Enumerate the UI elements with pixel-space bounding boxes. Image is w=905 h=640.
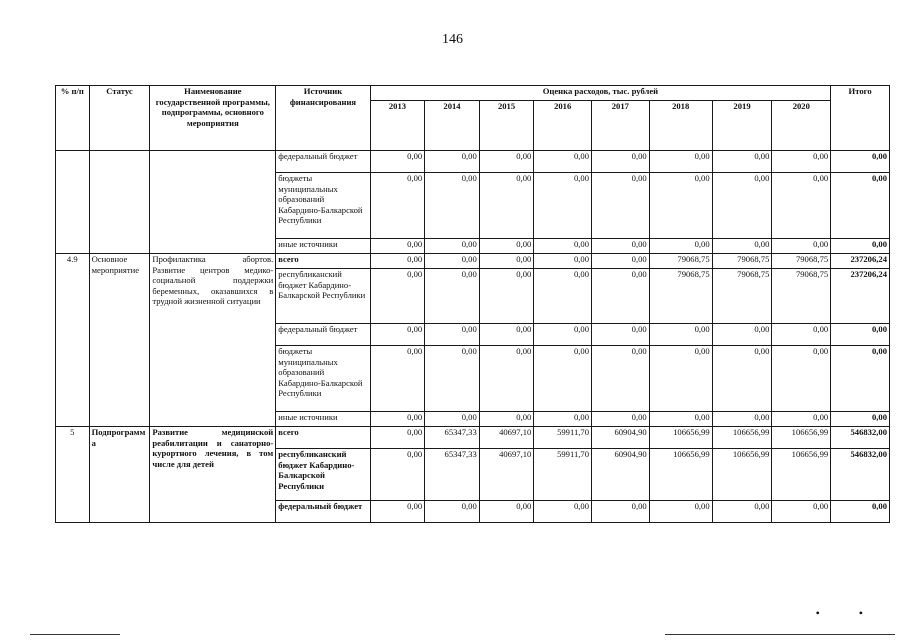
row-year-value: 0,00 xyxy=(370,151,425,173)
row-year-value: 0,00 xyxy=(534,173,592,239)
row-year-value: 0,00 xyxy=(425,269,480,324)
row-source: федеральный бюджет xyxy=(276,501,370,523)
row-year-value: 0,00 xyxy=(592,269,650,324)
row-total: 0,00 xyxy=(831,346,890,412)
row-year-value: 0,00 xyxy=(592,324,650,346)
table-body xyxy=(56,86,890,523)
row-year-value: 0,00 xyxy=(370,239,425,254)
row-year-value: 0,00 xyxy=(479,501,534,523)
row-number xyxy=(56,151,90,254)
row-year-value: 0,00 xyxy=(772,346,831,412)
row-source: всего xyxy=(276,254,370,269)
row-total: 0,00 xyxy=(831,151,890,173)
row-year-value: 79068,75 xyxy=(649,254,712,269)
row-year-value: 0,00 xyxy=(592,501,650,523)
row-total: 546832,00 xyxy=(831,427,890,449)
row-year-value: 0,00 xyxy=(479,412,534,427)
row-year-value: 0,00 xyxy=(370,173,425,239)
row-year-value: 79068,75 xyxy=(712,269,772,324)
row-total: 546832,00 xyxy=(831,449,890,501)
header-year: 2017 xyxy=(592,101,650,151)
row-year-value: 0,00 xyxy=(649,173,712,239)
row-year-value: 0,00 xyxy=(370,449,425,501)
row-year-value: 0,00 xyxy=(772,173,831,239)
row-status: Подпрограмма xyxy=(89,427,150,523)
header-year: 2013 xyxy=(370,101,425,151)
row-source: иные источники xyxy=(276,412,370,427)
row-year-value: 0,00 xyxy=(534,346,592,412)
row-total: 237206,24 xyxy=(831,269,890,324)
row-year-value: 0,00 xyxy=(712,324,772,346)
row-year-value: 106656,99 xyxy=(649,427,712,449)
header-source: Источник финансирования xyxy=(276,86,370,151)
row-year-value: 0,00 xyxy=(479,269,534,324)
table-row xyxy=(56,254,890,269)
row-year-value: 0,00 xyxy=(772,412,831,427)
row-year-value: 0,00 xyxy=(370,412,425,427)
row-year-value: 0,00 xyxy=(425,254,480,269)
table-row xyxy=(56,151,890,173)
row-year-value: 0,00 xyxy=(425,412,480,427)
row-year-value: 0,00 xyxy=(592,173,650,239)
row-year-value: 106656,99 xyxy=(712,427,772,449)
row-source: республиканский бюджет Кабардино-Балкарской Республики xyxy=(276,449,370,501)
row-year-value: 79068,75 xyxy=(649,269,712,324)
row-total: 0,00 xyxy=(831,501,890,523)
row-year-value: 0,00 xyxy=(425,151,480,173)
row-status: Основное мероприятие xyxy=(89,254,150,427)
header-total: Итого xyxy=(831,86,890,151)
row-year-value: 59911,70 xyxy=(534,449,592,501)
row-number: 4.9 xyxy=(56,254,90,427)
row-year-value: 0,00 xyxy=(772,501,831,523)
header-year: 2020 xyxy=(772,101,831,151)
row-year-value: 0,00 xyxy=(712,501,772,523)
row-total: 0,00 xyxy=(831,412,890,427)
row-year-value: 0,00 xyxy=(479,151,534,173)
header-status: Статус xyxy=(89,86,150,151)
row-year-value: 0,00 xyxy=(370,269,425,324)
row-year-value: 0,00 xyxy=(712,239,772,254)
row-program-name xyxy=(150,151,276,254)
row-source: федеральный бюджет xyxy=(276,324,370,346)
row-source: федеральный бюджет xyxy=(276,151,370,173)
row-year-value: 0,00 xyxy=(649,501,712,523)
row-year-value: 0,00 xyxy=(534,269,592,324)
row-year-value: 40697,10 xyxy=(479,449,534,501)
row-year-value: 79068,75 xyxy=(772,269,831,324)
row-year-value: 0,00 xyxy=(479,173,534,239)
row-year-value: 0,00 xyxy=(425,346,480,412)
row-year-value: 79068,75 xyxy=(772,254,831,269)
header-year: 2015 xyxy=(479,101,534,151)
row-year-value: 0,00 xyxy=(712,412,772,427)
row-year-value: 0,00 xyxy=(592,151,650,173)
row-source: иные источники xyxy=(276,239,370,254)
row-year-value: 0,00 xyxy=(370,427,425,449)
row-source: всего xyxy=(276,427,370,449)
row-source: бюджеты муниципальных образований Кабардино-Балкарской Республики xyxy=(276,346,370,412)
row-year-value: 0,00 xyxy=(712,173,772,239)
row-year-value: 0,00 xyxy=(370,501,425,523)
row-year-value: 0,00 xyxy=(425,239,480,254)
row-year-value: 40697,10 xyxy=(479,427,534,449)
row-year-value: 0,00 xyxy=(534,254,592,269)
header-estimate: Оценка расходов, тыс. рублей xyxy=(370,86,831,101)
row-year-value: 0,00 xyxy=(425,501,480,523)
row-year-value: 0,00 xyxy=(425,324,480,346)
header-year: 2018 xyxy=(649,101,712,151)
row-year-value: 106656,99 xyxy=(772,427,831,449)
row-year-value: 0,00 xyxy=(592,412,650,427)
row-year-value: 0,00 xyxy=(534,501,592,523)
row-program-name: Развитие медицинской реабилитации и санаторно-курортного лечения, в том числе для детей xyxy=(150,427,276,523)
row-total: 0,00 xyxy=(831,324,890,346)
corner-marks: • • xyxy=(815,606,881,620)
row-year-value: 79068,75 xyxy=(712,254,772,269)
budget-table xyxy=(55,85,890,523)
page-number: 146 xyxy=(442,32,463,47)
bottom-rule-right xyxy=(665,634,895,635)
row-year-value: 0,00 xyxy=(370,346,425,412)
row-year-value: 60904,90 xyxy=(592,427,650,449)
header-name: Наименование государственной программы, подпрограммы, основного мероприятия xyxy=(150,86,276,151)
row-year-value: 0,00 xyxy=(592,346,650,412)
row-status xyxy=(89,151,150,254)
row-year-value: 0,00 xyxy=(592,254,650,269)
row-source: республиканский бюджет Кабардино-Балкарской Республики xyxy=(276,269,370,324)
row-year-value: 59911,70 xyxy=(534,427,592,449)
row-source: бюджеты муниципальных образований Кабардино-Балкарской Республики xyxy=(276,173,370,239)
row-year-value: 0,00 xyxy=(479,346,534,412)
row-year-value: 60904,90 xyxy=(592,449,650,501)
row-year-value: 0,00 xyxy=(649,239,712,254)
row-year-value: 0,00 xyxy=(534,151,592,173)
row-year-value: 0,00 xyxy=(592,239,650,254)
row-year-value: 0,00 xyxy=(534,239,592,254)
bottom-rule-left xyxy=(30,634,120,635)
row-year-value: 0,00 xyxy=(772,324,831,346)
row-year-value: 0,00 xyxy=(712,346,772,412)
row-year-value: 0,00 xyxy=(534,412,592,427)
row-year-value: 0,00 xyxy=(649,412,712,427)
row-number: 5 xyxy=(56,427,90,523)
row-total: 0,00 xyxy=(831,239,890,254)
row-year-value: 0,00 xyxy=(479,324,534,346)
row-year-value: 0,00 xyxy=(712,151,772,173)
row-year-value: 0,00 xyxy=(479,254,534,269)
header-year: 2014 xyxy=(425,101,480,151)
row-total: 237206,24 xyxy=(831,254,890,269)
row-year-value: 0,00 xyxy=(370,254,425,269)
row-year-value: 0,00 xyxy=(649,151,712,173)
header-row xyxy=(56,86,890,101)
row-program-name: Профилактика абортов. Развитие центров медико-социальной поддержки беременных, оказавшихся в трудной жизненной ситуации xyxy=(150,254,276,427)
row-year-value: 0,00 xyxy=(534,324,592,346)
row-year-value: 65347,33 xyxy=(425,427,480,449)
table-row xyxy=(56,427,890,449)
header-year: 2019 xyxy=(712,101,772,151)
row-year-value: 65347,33 xyxy=(425,449,480,501)
row-year-value: 106656,99 xyxy=(772,449,831,501)
row-year-value: 0,00 xyxy=(772,239,831,254)
header-year: 2016 xyxy=(534,101,592,151)
row-year-value: 0,00 xyxy=(772,151,831,173)
row-year-value: 0,00 xyxy=(479,239,534,254)
row-year-value: 0,00 xyxy=(649,346,712,412)
row-year-value: 0,00 xyxy=(425,173,480,239)
row-year-value: 0,00 xyxy=(370,324,425,346)
row-total: 0,00 xyxy=(831,173,890,239)
row-year-value: 106656,99 xyxy=(712,449,772,501)
row-year-value: 106656,99 xyxy=(649,449,712,501)
row-year-value: 0,00 xyxy=(649,324,712,346)
header-num: % п/п xyxy=(56,86,90,151)
